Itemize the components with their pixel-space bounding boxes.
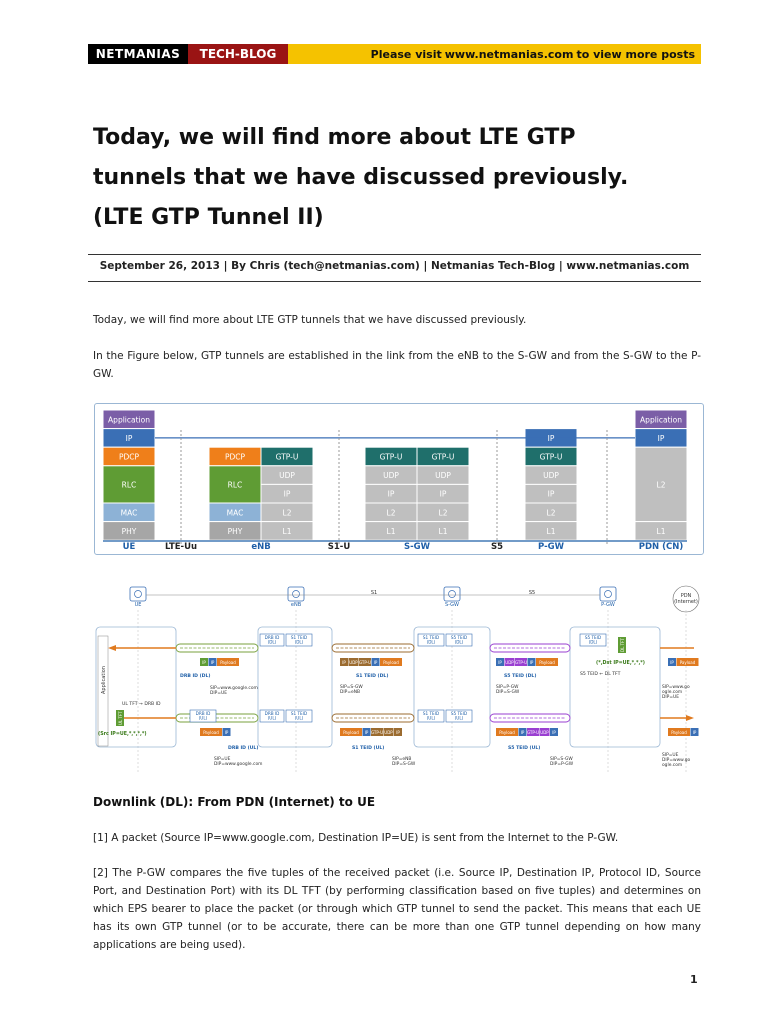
lbl-s5-ul: S5 TEID (UL) bbox=[508, 746, 541, 751]
stack-layer-label: IP bbox=[283, 489, 291, 499]
stack-layer-label: MAC bbox=[226, 508, 244, 518]
lbl-drb-ul: DRB ID (UL) bbox=[228, 746, 259, 751]
dl-pkt-s5-part-label: IP bbox=[529, 659, 534, 665]
iface-label: S1 bbox=[370, 590, 378, 596]
dl-tft-label: DL TFT bbox=[620, 638, 625, 652]
node-icon bbox=[600, 587, 616, 601]
addr-enb-sgw: SIP=eNB DIP=S-GW bbox=[392, 757, 416, 767]
s1-teid-ul-box-label: S1 TEID (UL) bbox=[422, 711, 440, 721]
dl-pkt-s5-part-label: IP bbox=[498, 659, 502, 665]
ul-pkt-s1-part-label: UDP bbox=[384, 729, 393, 735]
stack-layer-label: L2 bbox=[282, 508, 292, 518]
stack-layer-label: IP bbox=[439, 489, 447, 499]
stack-layer-label: IP bbox=[657, 433, 665, 443]
visit-banner bbox=[288, 44, 701, 64]
packet-flow-figure bbox=[94, 584, 702, 776]
lbl-s5-dl: S5 TEID (DL) bbox=[504, 674, 537, 679]
dl-pkt-s1-part-label: IP bbox=[342, 659, 346, 665]
stack-node-label: UE bbox=[122, 542, 136, 552]
lbl-s1-ul: S1 TEID (UL) bbox=[352, 746, 385, 751]
section-label: TECH-BLOG bbox=[188, 44, 288, 64]
dl-pkt-s5-part-label: Payload bbox=[539, 659, 555, 665]
ul-pkt-s1-part-label: Payload bbox=[343, 729, 359, 735]
ul-tft-label: UL TFT bbox=[118, 711, 123, 725]
protocol-stack-figure bbox=[94, 403, 704, 555]
lbl-s1-dl: S1 TEID (DL) bbox=[356, 674, 389, 679]
stack-layer-label: GTP-U bbox=[539, 452, 563, 462]
ul-pkt-s1-part-label: IP bbox=[364, 729, 369, 735]
s1-teid-ul-box-label: S1 TEID (UL) bbox=[290, 711, 308, 721]
stack-layer-label: PHY bbox=[227, 526, 243, 536]
ul-arrow-head bbox=[686, 715, 694, 721]
dl-pkt-s1-part-label: UDP bbox=[349, 659, 358, 665]
stack-node-label: LTE-Uu bbox=[164, 542, 198, 552]
s1-teid-dl-box-label: S1 TEID (DL) bbox=[290, 635, 308, 645]
stack-layer-label: L2 bbox=[546, 508, 556, 518]
stack-layer-label: PDCP bbox=[224, 452, 246, 462]
node-icon bbox=[444, 587, 460, 601]
byline-rule-bottom bbox=[88, 281, 701, 282]
stack-layer-label: IP bbox=[547, 489, 555, 499]
paragraph-1: [1] A packet (Source IP=www.google.com, Destination IP=UE) is sent from the Internet to the P-GW. bbox=[93, 832, 619, 844]
stack-node-label: S1-U bbox=[327, 542, 351, 552]
ul-tft-map: UL TFT → DRB ID bbox=[122, 702, 161, 707]
addr-google-ue: SIP=www.google.com DIP=UE bbox=[210, 686, 258, 696]
page-title bbox=[93, 118, 693, 238]
protocol-stack-svg bbox=[95, 404, 703, 554]
stack-layer-label: L2 bbox=[438, 508, 448, 518]
page-header bbox=[88, 44, 701, 64]
dl-pkt-s5-part-label: UDP bbox=[505, 659, 514, 665]
dl-pkt-ue-part-label: Payload bbox=[220, 659, 236, 665]
drb-dl-box-label: DRB ID (DL) bbox=[264, 635, 280, 645]
node-label: P-GW bbox=[601, 602, 615, 608]
stack-layer-label: L1 bbox=[438, 526, 448, 536]
page-number: 1 bbox=[690, 973, 698, 986]
stack-layer-label: RLC bbox=[121, 480, 137, 490]
stack-node-label: S5 bbox=[490, 542, 504, 552]
stack-node-label: PDN (CN) bbox=[638, 542, 684, 552]
intro-paragraph-2: In the Figure below, GTP tunnels are established in the link from the eNB to the S-GW and from the S-GW to the P-GW. bbox=[93, 350, 701, 380]
s5-teid-dl-box-label: S5 TEID (DL) bbox=[450, 635, 468, 645]
node-label: PDN (Internet) bbox=[674, 593, 698, 605]
dl-pkt-s5-part-label: GTP-U bbox=[514, 659, 528, 665]
node-icon bbox=[130, 587, 146, 601]
stack-layer-label: L2 bbox=[656, 480, 666, 490]
stack-layer-label: GTP-U bbox=[379, 452, 403, 462]
stack-layer-label: GTP-U bbox=[431, 452, 455, 462]
stack-layer-label: Application bbox=[640, 415, 682, 425]
stack-layer-label: UDP bbox=[435, 471, 451, 481]
stack-layer-label: UDP bbox=[383, 471, 399, 481]
stack-layer-label: UDP bbox=[543, 471, 559, 481]
stack-layer-label: RLC bbox=[227, 480, 243, 490]
stack-layer-label: IP bbox=[387, 489, 395, 499]
node-label: S-GW bbox=[445, 602, 459, 608]
addr-pgw-sgw: SIP=P-GW DIP=S-GW bbox=[496, 685, 520, 695]
visit-prefix: Please visit bbox=[370, 47, 442, 61]
brand-label: NETMANIAS bbox=[88, 44, 188, 64]
stack-layer-label: MAC bbox=[120, 508, 138, 518]
title-line-3: (LTE GTP Tunnel II) bbox=[93, 205, 324, 230]
visit-suffix: to view more posts bbox=[576, 47, 695, 61]
paragraph-2: [2] The P-GW compares the five tuples of the received packet (i.e. Source IP, Destination IP, Protocol ID, Source Port, and Destination Port) with its DL TFT (by performing classification based on five tuples) and determines on which EPS bearer to place the packet (or through which GTP tunnel to send the packet. This means that each UE has its own GTP tunnel (or to be accurate, there can be more than one GTP tunnel depending on how many applications are being used). bbox=[93, 867, 701, 951]
s5-teid-dl-box-label: S5 TEID (DL) bbox=[584, 635, 602, 645]
application-label: Application bbox=[101, 666, 107, 694]
byline: September 26, 2013 | By Chris (tech@netmanias.com) | Netmanias Tech-Blog | www.netmanias.com bbox=[99, 260, 690, 272]
intro-paragraph: Today, we will find more about LTE GTP tunnels that we have discussed previously. bbox=[93, 314, 527, 326]
stack-layer-label: L1 bbox=[656, 526, 666, 536]
node-label: UE bbox=[134, 602, 142, 608]
iface-label: S5 bbox=[528, 590, 536, 596]
node-label: eNB bbox=[290, 602, 302, 608]
stack-node-label: eNB bbox=[251, 542, 271, 552]
stack-node-label: P-GW bbox=[538, 542, 564, 552]
ul-pkt-ue-part-label: Payload bbox=[203, 729, 219, 735]
dl-pkt-ue-part-label: IP bbox=[210, 659, 215, 665]
stack-layer-label: PDCP bbox=[118, 452, 140, 462]
dl-pkt-s1-part-label: IP bbox=[373, 659, 378, 665]
dst-tuple: (*,Dst IP=UE,*,*,*) bbox=[596, 661, 645, 666]
ul-pkt-pdn-part-label: Payload bbox=[671, 729, 687, 735]
ul-pkt-ue-part-label: IP bbox=[224, 729, 229, 735]
ul-pkt-s5-part-label: IP bbox=[552, 729, 556, 735]
stack-layer-label: L2 bbox=[386, 508, 396, 518]
ul-pkt-s5-part-label: IP bbox=[520, 729, 525, 735]
drb-ul-box-label: DRB ID (UL) bbox=[195, 711, 211, 721]
addr-pdn-dl: SIP=www.go ogle.com DIP=UE bbox=[662, 685, 690, 700]
s5-teid-ul-box-label: S5 TEID (UL) bbox=[450, 711, 468, 721]
ul-pkt-s5-part-label: UDP bbox=[540, 729, 549, 735]
addr-sgw-pgw: SIP=S-GW DIP=P-GW bbox=[550, 757, 574, 767]
visit-link[interactable]: www.netmanias.com bbox=[444, 47, 574, 61]
dl-pkt-ue-part-label: IP bbox=[202, 659, 206, 665]
stack-node-label: S-GW bbox=[403, 542, 431, 552]
stack-layer-label: IP bbox=[547, 433, 555, 443]
addr-pdn-ul: SIP=UE DIP=www.go ogle.com bbox=[662, 753, 691, 768]
addr-sgw-enb: SIP=S-GW DIP=eNB bbox=[340, 685, 363, 695]
stack-layer-label: Application bbox=[108, 415, 150, 425]
section-heading-downlink: Downlink (DL): From PDN (Internet) to UE bbox=[93, 795, 376, 809]
stack-layer-label: UDP bbox=[279, 471, 295, 481]
src-tuple: (Src IP=UE,*,*,*,*) bbox=[98, 732, 147, 737]
addr-ue-google: SIP=UE DIP=www.google.com bbox=[214, 757, 263, 767]
ul-pkt-s5-part-label: GTP-U bbox=[526, 729, 540, 735]
title-line-2: tunnels that we have discussed previously. bbox=[93, 165, 629, 190]
stack-layer-label: L1 bbox=[546, 526, 556, 536]
ul-pkt-s5-part-label: Payload bbox=[499, 729, 515, 735]
dl-pkt-pdn-part-label: Payload bbox=[679, 659, 696, 665]
stack-layer-label: PHY bbox=[121, 526, 137, 536]
s1-teid-dl-box-label: S1 TEID (DL) bbox=[422, 635, 440, 645]
byline-rule-top bbox=[88, 254, 701, 255]
title-line-1: Today, we will find more about LTE GTP bbox=[93, 125, 576, 150]
dl-pkt-s1-part-label: GTP-U bbox=[358, 659, 372, 665]
packet-flow-svg bbox=[94, 584, 702, 776]
ul-pkt-pdn-part-label: IP bbox=[692, 729, 697, 735]
drb-ul-box-label: DRB ID (UL) bbox=[264, 711, 280, 721]
dl-tft-map: S5 TEID ← DL TFT bbox=[580, 672, 621, 677]
stack-layer-label: L1 bbox=[386, 526, 396, 536]
stack-layer-label: GTP-U bbox=[275, 452, 299, 462]
ul-pkt-s1-part-label: GTP-U bbox=[370, 729, 384, 735]
stack-layer-label: IP bbox=[125, 433, 133, 443]
ul-pkt-s1-part-label: IP bbox=[396, 729, 400, 735]
stack-layer-label: L1 bbox=[282, 526, 292, 536]
dl-pkt-s1-part-label: Payload bbox=[383, 659, 399, 665]
dl-pkt-pdn-part-label: IP bbox=[670, 659, 674, 665]
lbl-drb-dl: DRB ID (DL) bbox=[180, 674, 211, 679]
node-icon bbox=[288, 587, 304, 601]
dl-arrow-head bbox=[108, 645, 116, 651]
